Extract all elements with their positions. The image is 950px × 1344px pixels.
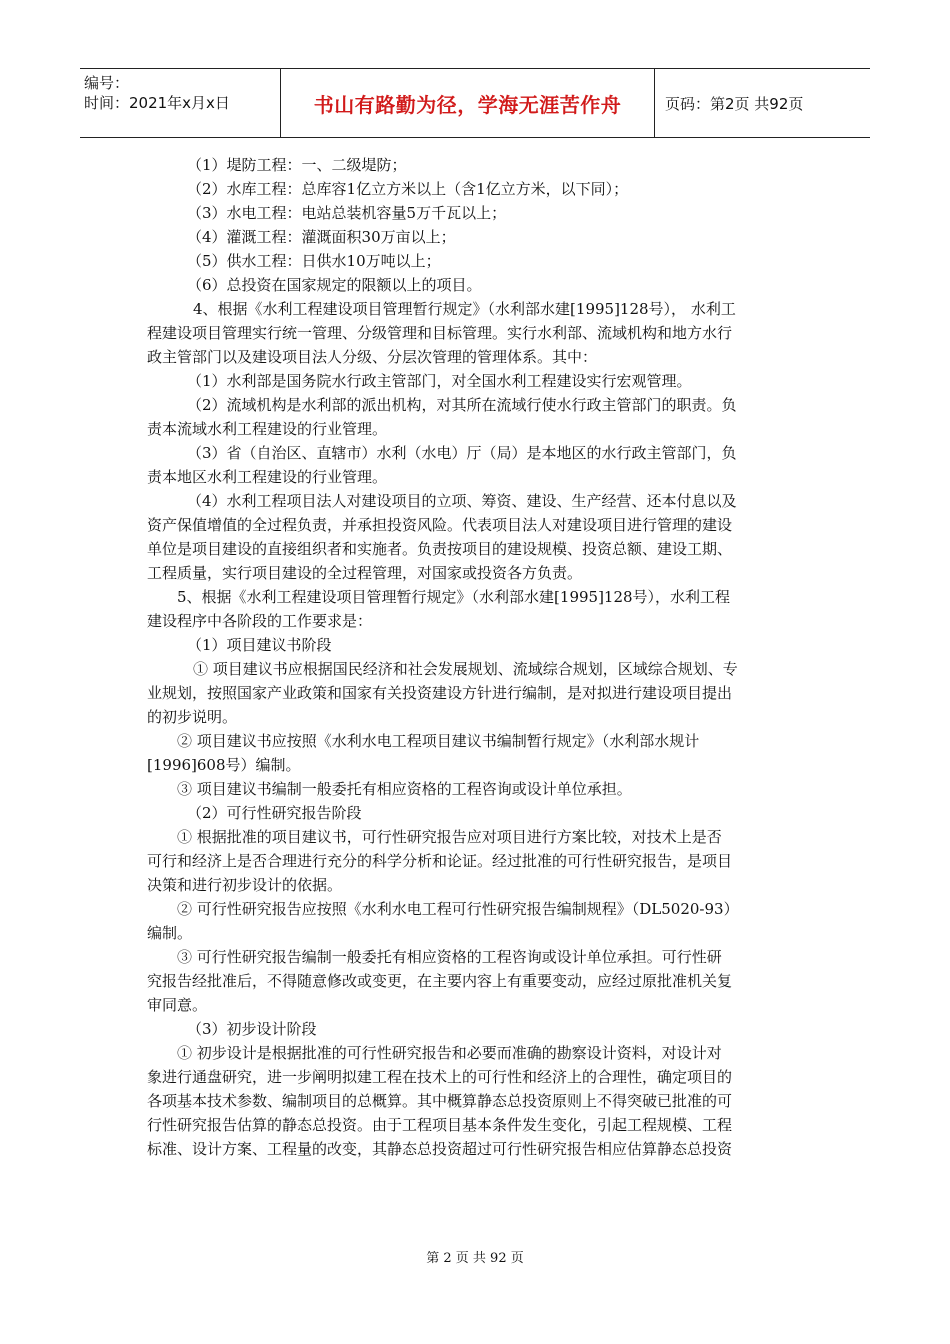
- text-line: （6）总投资在国家规定的限额以上的项目。: [187, 276, 482, 294]
- text-line: （4）水利工程项目法人对建设项目的立项、筹资、建设、生产经营、还本付息以及: [187, 492, 737, 510]
- text-line: 5、根据《水利工程建设项目管理暂行规定》（水利部水建[1995]128号），水利工程: [177, 588, 731, 606]
- text-line: （2）水库工程：总库容1亿立方米以上（含1亿立方米，以下同）；: [187, 180, 629, 198]
- text-line: 各项基本技术参数、编制项目的总概算。其中概算静态总投资原则上不得突破已批准的可: [147, 1092, 733, 1110]
- page-footer: 第 2 页 共 92 页: [426, 1251, 524, 1266]
- text-line: （3）水电工程：电站总装机容量5万千瓦以上；: [187, 204, 507, 222]
- text-line: 责本地区水利工程建设的行业管理。: [147, 468, 388, 486]
- text-line: 建设程序中各阶段的工作要求是：: [147, 612, 373, 630]
- time-label: 时间：2021年x月x日: [84, 94, 230, 112]
- text-line: （2）可行性研究报告阶段: [187, 804, 362, 822]
- text-line: （3）省（自治区、直辖市）水利（水电）厅（局）是本地区的水行政主管部门，负: [187, 444, 737, 462]
- header-meta: [80, 69, 281, 137]
- text-line: 政主管部门以及建设项目法人分级、分层次管理的管理体系。其中：: [147, 348, 598, 366]
- text-line: 象进行通盘研究，进一步阐明拟建工程在技术上的可行性和经济上的合理性，确定项目的: [147, 1068, 733, 1086]
- text-line: ① 初步设计是根据批准的可行性研究报告和必要而准确的勘察设计资料，对设计对: [177, 1044, 722, 1062]
- page-header: [80, 68, 870, 138]
- text-line: 程建设项目管理实行统一管理、分级管理和目标管理。实行水利部、流域机构和地方水行: [147, 324, 733, 342]
- text-line: ② 项目建议书应按照《水利水电工程项目建议书编制暂行规定》（水利部水规计: [177, 732, 700, 750]
- text-line: 标准、设计方案、工程量的改变，其静态总投资超过可行性研究报告相应估算静态总投资: [147, 1140, 733, 1158]
- text-line: ③ 项目建议书编制一般委托有相应资格的工程咨询或设计单位承担。: [177, 780, 632, 798]
- text-line: 决策和进行初步设计的依据。: [147, 876, 343, 894]
- text-line: 责本流域水利工程建设的行业管理。: [147, 420, 388, 438]
- text-line: （1）水利部是国务院水行政主管部门，对全国水利工程建设实行宏观管理。: [187, 372, 692, 390]
- document-body: [147, 156, 807, 1159]
- text-line: （4）灌溉工程：灌溉面积30万亩以上；: [187, 228, 456, 246]
- text-line: 业规划，按照国家产业政策和国家有关投资建设方针进行编制，是对拟进行建设项目提出: [147, 684, 733, 702]
- text-line: （1）堤防工程：一、二级堤防；: [187, 156, 407, 174]
- text-line: 编制。: [147, 924, 193, 942]
- text-line: 究报告经批准后，不得随意修改或变更，在主要内容上有重要变动，应经过原批准机关复: [147, 972, 733, 990]
- text-line: 单位是项目建设的直接组织者和实施者。负责按项目的建设规模、投资总额、建设工期、: [147, 540, 733, 558]
- text-line: 工程质量，实行项目建设的全过程管理，对国家或投资各方负责。: [147, 564, 583, 582]
- text-line: ③ 可行性研究报告编制一般委托有相应资格的工程咨询或设计单位承担。可行性研: [177, 948, 722, 966]
- number-label: 编号：: [84, 74, 130, 92]
- text-line: ① 项目建议书应根据国民经济和社会发展规划、流域综合规划，区域综合规划、专: [193, 660, 738, 678]
- text-line: [1996]608号）编制。: [147, 756, 301, 774]
- text-line: （5）供水工程：日供水10万吨以上；: [187, 252, 441, 270]
- header-page-label: 页码：第2页 共92页: [665, 94, 804, 113]
- text-line: （3）初步设计阶段: [187, 1020, 317, 1038]
- text-line: 行性研究报告估算的静态总投资。由于工程项目基本条件发生变化，引起工程规模、工程: [147, 1116, 733, 1134]
- text-line: 可行和经济上是否合理进行充分的科学分析和论证。经过批准的可行性研究报告，是项目: [147, 852, 733, 870]
- header-motto: 书山有路勤为径，学海无涯苦作舟: [281, 69, 655, 137]
- text-line: ① 根据批准的项目建议书，可行性研究报告应对项目进行方案比较，对技术上是否: [177, 828, 722, 846]
- text-line: （2）流域机构是水利部的派出机构，对其所在流域行使水行政主管部门的职责。负: [187, 396, 737, 414]
- text-line: 的初步说明。: [147, 708, 238, 726]
- text-line: 4、根据《水利工程建设项目管理暂行规定》（水利部水建[1995]128号）， 水利工: [193, 300, 736, 318]
- text-line: 审同意。: [147, 996, 208, 1014]
- text-line: ② 可行性研究报告应按照《水利水电工程可行性研究报告编制规程》（DL5020-93）: [177, 900, 739, 918]
- text-line: （1）项目建议书阶段: [187, 636, 332, 654]
- text-line: 资产保值增值的全过程负责，并承担投资风险。代表项目法人对建设项目进行管理的建设: [147, 516, 733, 534]
